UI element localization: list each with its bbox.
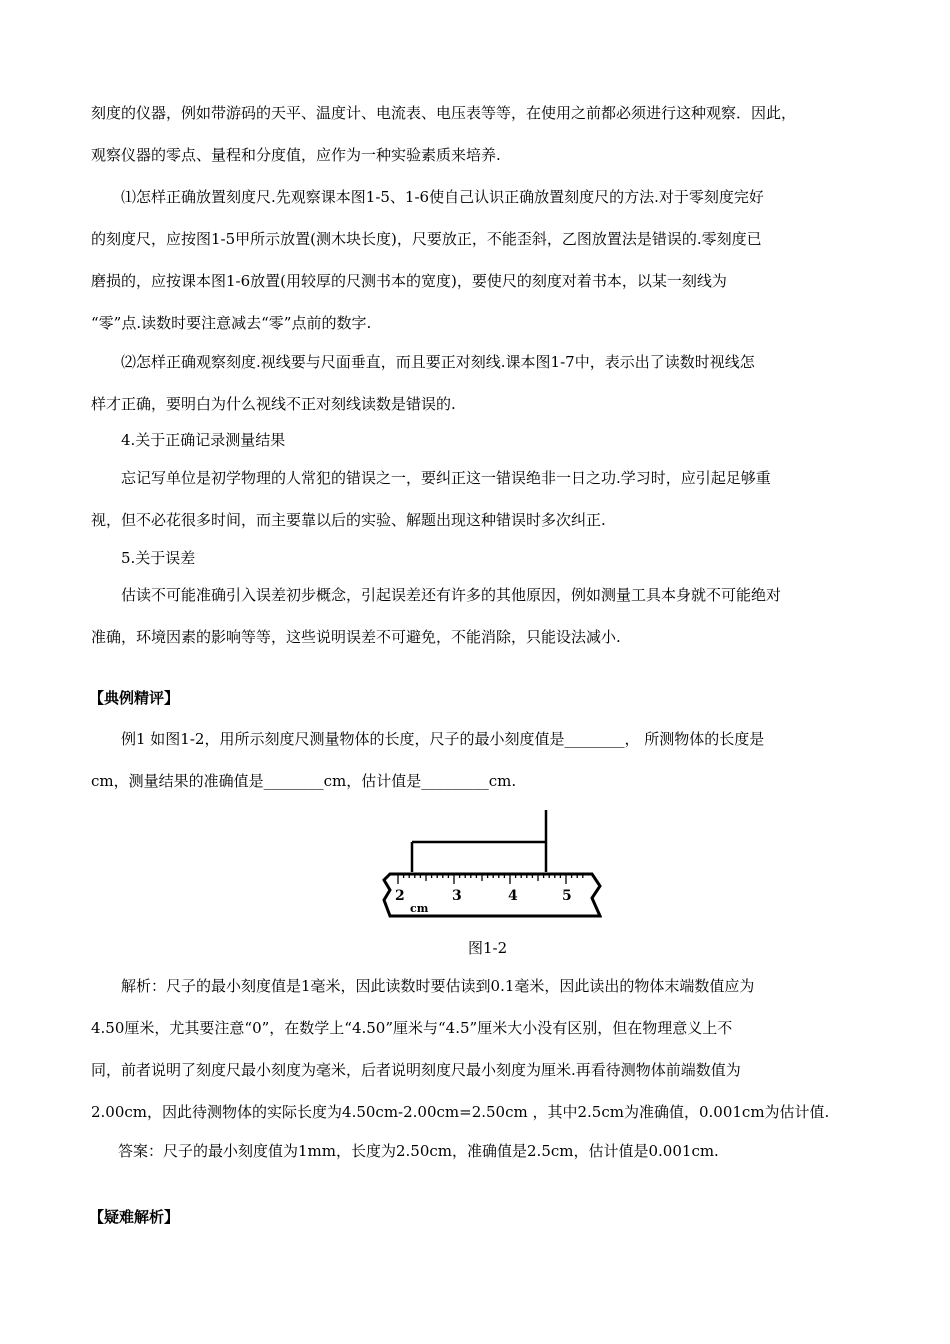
ruler-figure bbox=[380, 808, 602, 920]
section-title-difficult: 【疑难解析】 bbox=[89, 1208, 180, 1226]
text-line: 准确，环境因素的影响等等，这些说明误差不可避免，不能消除，只能设法减小. bbox=[91, 628, 621, 646]
example-question-cont: cm，测量结果的准确值是________cm，估计值是_________cm. bbox=[91, 772, 517, 790]
figure-caption: 图1-2 bbox=[468, 939, 508, 957]
analysis-line: 解析：尺子的最小刻度值是1毫米，因此读数时要估读到0.1毫米，因此读出的物体末端数值应为 bbox=[121, 977, 755, 995]
analysis-line: 4.50厘米，尤其要注意“0”，在数学上“4.50”厘米与“4.5”厘米大小没有区别，但在物理意义上不 bbox=[91, 1019, 733, 1037]
ruler-label-5: 5 bbox=[562, 888, 572, 904]
text-line: 磨损的，应按课本图1-6放置(用较厚的尺测书本的宽度)，要使尺的刻度对着书本，以某一刻线为 bbox=[91, 272, 727, 290]
ruler-label-4: 4 bbox=[508, 888, 518, 904]
section-title-examples: 【典例精评】 bbox=[89, 689, 180, 707]
example-question: 例1 如图1-2，用所示刻度尺测量物体的长度，尺子的最小刻度值是________， 所测物体的长度是 bbox=[121, 730, 765, 748]
text-line: 视，但不必花很多时间，而主要靠以后的实验、解题出现这种错误时多次纠正. bbox=[91, 511, 606, 529]
ruler-unit: cm bbox=[410, 902, 429, 915]
text-line: 观察仪器的零点、量程和分度值，应作为一种实验素质来培养. bbox=[91, 146, 501, 164]
analysis-line: 同，前者说明了刻度尺最小刻度为毫米，后者说明刻度尺最小刻度为厘米.再看待测物体前端数值为 bbox=[91, 1061, 741, 1079]
text-line: “零”点.读数时要注意减去“零”点前的数字. bbox=[91, 314, 372, 332]
text-line: ⑴怎样正确放置刻度尺.先观察课本图1-5、1-6使自己认识正确放置刻度尺的方法.对于零刻度完好 bbox=[121, 188, 764, 206]
section-heading: 4.关于正确记录测量结果 bbox=[121, 431, 286, 449]
text-line: 样才正确，要明白为什么视线不正对刻线读数是错误的. bbox=[91, 395, 456, 413]
measured-object bbox=[412, 810, 546, 872]
ruler-label-2: 2 bbox=[395, 888, 405, 904]
text-line: 忘记写单位是初学物理的人常犯的错误之一，要纠正这一错误绝非一日之功.学习时，应引起足够重 bbox=[121, 469, 771, 487]
analysis-line: 2.00cm，因此待测物体的实际长度为4.50cm-2.00cm=2.50cm ，其中2.5cm为准确值，0.001cm为估计值. bbox=[91, 1103, 830, 1121]
text-line: ⑵怎样正确观察刻度.视线要与尺面垂直，而且要正对刻线.课本图1-7中，表示出了读数时视线怎 bbox=[121, 353, 755, 371]
text-line: 估读不可能准确引入误差初步概念，引起误差还有许多的其他原因，例如测量工具本身就不可能绝对 bbox=[121, 586, 782, 604]
section-heading: 5.关于误差 bbox=[121, 549, 196, 567]
answer-line: 答案：尺子的最小刻度值为1mm，长度为2.50cm，准确值是2.5cm，估计值是0.001cm. bbox=[118, 1142, 719, 1160]
text-line: 刻度的仪器，例如带游码的天平、温度计、电流表、电压表等等，在使用之前都必须进行这种观察．因此， bbox=[91, 104, 797, 122]
ruler-label-3: 3 bbox=[452, 888, 462, 904]
text-line: 的刻度尺，应按图1-5甲所示放置(测木块长度)，尺要放正，不能歪斜，乙图放置法是错误的.零刻度已 bbox=[91, 230, 762, 248]
